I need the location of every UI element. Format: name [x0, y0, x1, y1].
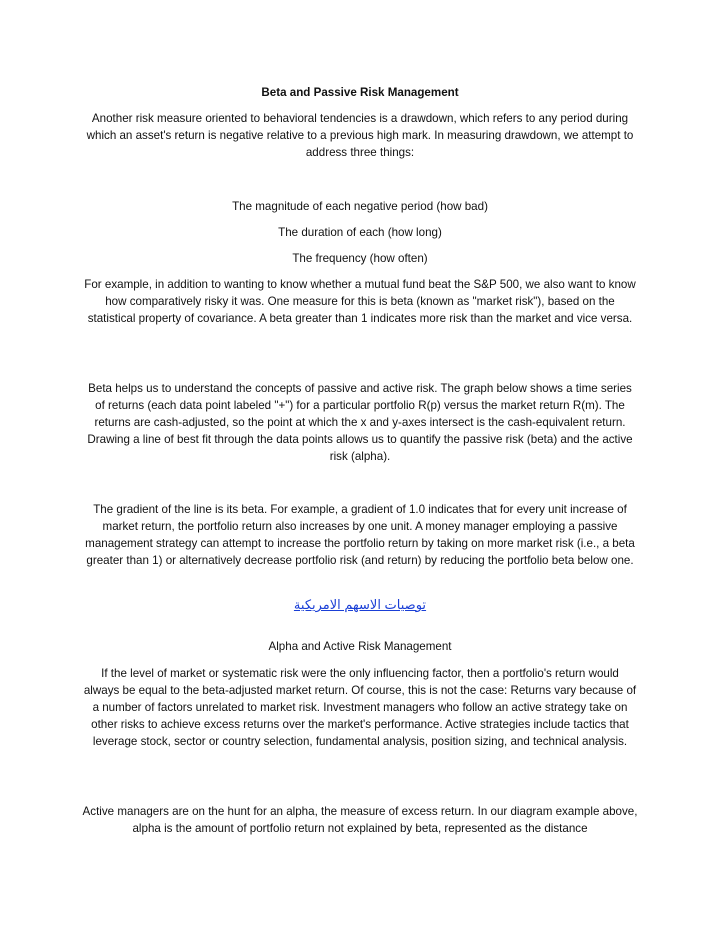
intro-paragraph: Another risk measure oriented to behavioral tendencies is a drawdown, which refers to any period during which an asset's return is negative relative to a previous high mark. In measuring drawdown, we attempt to address three things: [86, 112, 634, 159]
link-container [82, 596, 638, 614]
alpha-paragraph: If the level of market or systematic risk were the only influencing factor, then a portfolio's return would always be equal to the beta-adjusted market return. Of course, this is not the case: Returns vary because of a number of factors unrelated to market risk. Investment managers who follow an active strategy take on other risks to achieve excess returns over the market's performance. Active strategies include tactics that leverage stock, sector or country selection, fundamental analysis, position sizing, and technical analysis. [83, 667, 637, 748]
arabic-link[interactable]: توصيات الاسهم الامريكية [293, 597, 427, 612]
list-item-duration: The duration of each (how long) [278, 226, 442, 239]
beta-graph-paragraph: Beta helps us to understand the concepts of passive and active risk. The graph below shows a time series of returns (each data point labeled "+") for a particular portfolio R(p) versus the market return R(m). The returns are cash-adjusted, so the point at which the x and y-axes intersect is the cash-equivalent return. Drawing a line of best fit through the data points allows us to quantify the passive risk (beta) and the active risk (alpha). [87, 382, 633, 463]
page-title: Beta and Passive Risk Management [261, 86, 459, 99]
beta-intro-paragraph: For example, in addition to wanting to know whether a mutual fund beat the S&P 500, we also want to know how comparatively risky it was. One measure for this is beta (known as "market risk"), based on the statistical property of covariance. A beta greater than 1 indicates more risk than the market and vice versa. [84, 278, 636, 325]
gradient-paragraph: The gradient of the line is its beta. For example, a gradient of 1.0 indicates that for every unit increase of market return, the portfolio return also increases by one unit. A money manager employing a passive management strategy can attempt to increase the portfolio return by taking on more market risk (i.e., a beta greater than 1) or alternatively decrease portfolio risk (and return) by reducing the portfolio beta below one. [85, 503, 635, 567]
active-managers-paragraph: Active managers are on the hunt for an alpha, the measure of excess return. In our diagram example above, alpha is the amount of portfolio return not explained by beta, represented as the distance [82, 805, 638, 835]
list-item-magnitude: The magnitude of each negative period (how bad) [232, 200, 488, 213]
list-item-frequency: The frequency (how often) [292, 252, 428, 265]
section-subtitle: Alpha and Active Risk Management [268, 640, 452, 653]
